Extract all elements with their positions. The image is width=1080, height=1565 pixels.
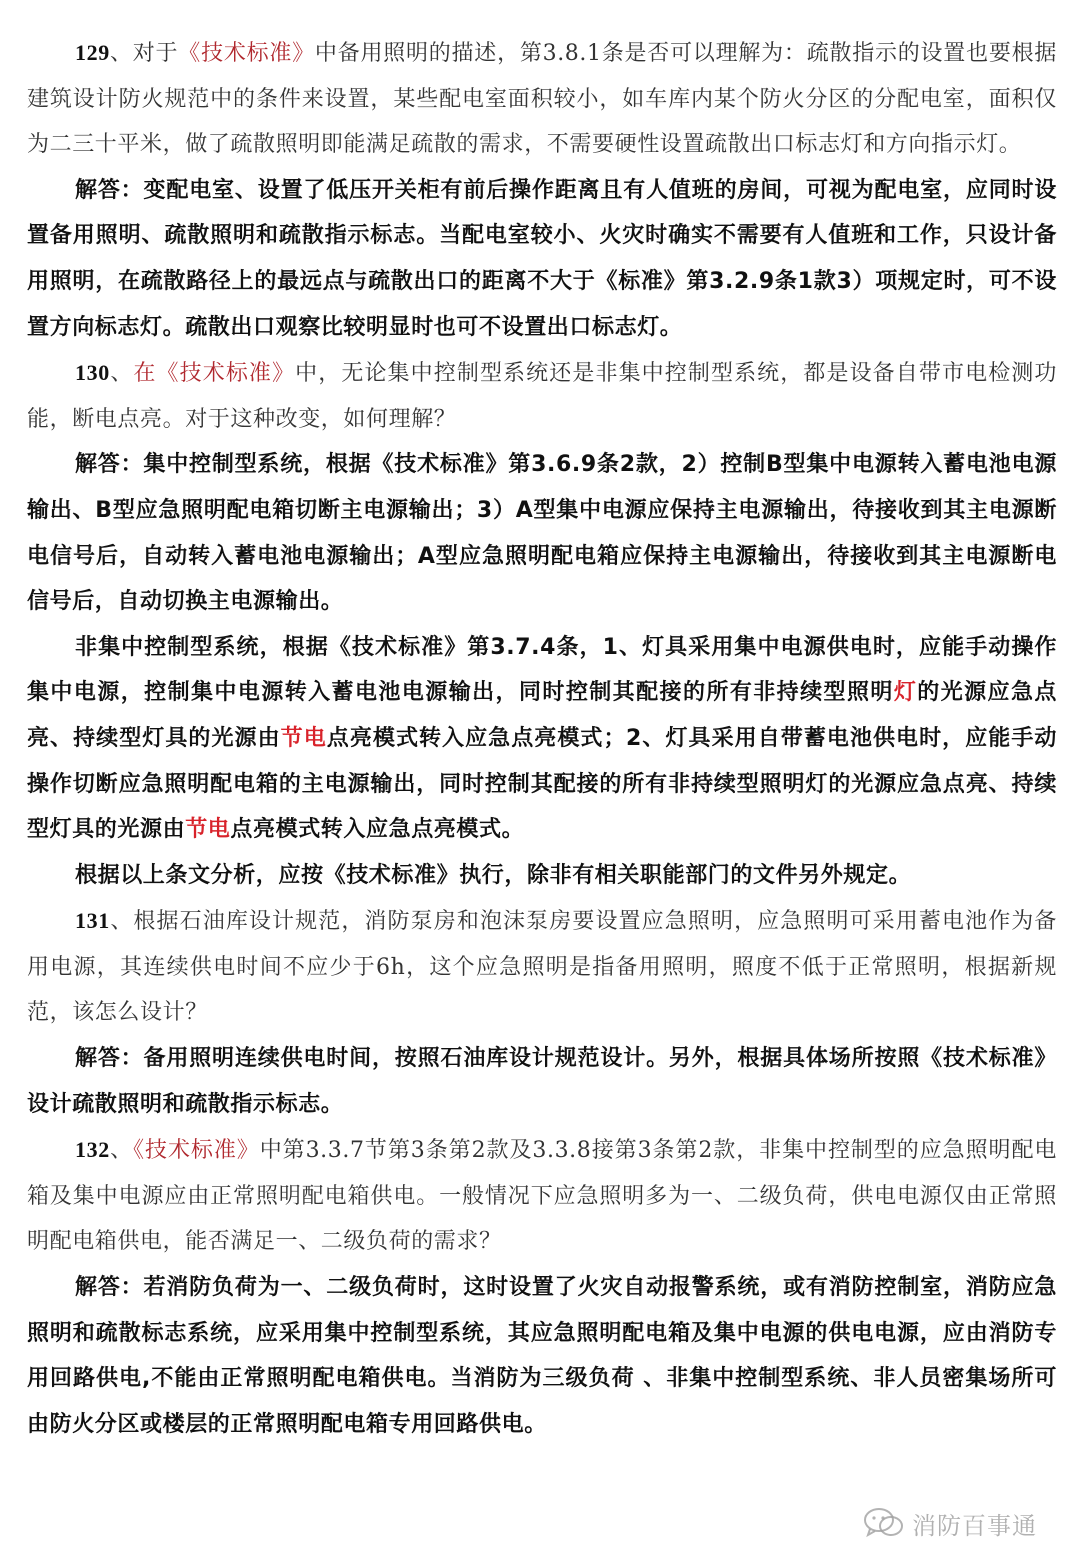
answer-130-non-centralized: 非集中控制型系统，根据《技术标准》第3.7.4条，1、灯具采用集中电源供电时，应能手动操作集中电源，控制集中电源转入蓄电池电源输出，同时控制其配接的所有非持续型照明灯的光源应急点亮、持续型灯具的光源由节电点亮模式转入应急点亮模式；2、灯具采用自带蓄电池供电时，应能手动操作切断应急照明配电箱的主电源输出，同时控制其配接的所有非持续型照明灯的光源应急点亮、持续型灯具的光源由节电点亮模式转入应急点亮模式。 xyxy=(27,634,1058,843)
question-number: 129 xyxy=(75,40,110,65)
watermark-text: 消防百事通 xyxy=(912,1511,1037,1540)
answer-130-centralized: 解答：集中控制型系统，根据《技术标准》第3.6.9条2款，2）控制B型集中电源转入蓄电池电源输出、B型应急照明配电箱切断主电源输出；3）A型集中电源应保持主电源输出，待接收到其主电源断电信号后，自动转入蓄电池电源输出；A型应急照明配电箱应保持主电源输出，待接收到其主电源断电信号后，自动切换主电源输出。 xyxy=(27,452,1057,615)
highlight-standard: 《技术标准》 xyxy=(133,1138,260,1164)
highlight-power-saving: 节电 xyxy=(280,725,327,751)
question-number: 130 xyxy=(75,360,110,386)
answer-131: 解答：备用照明连续供电时间，按照石油库设计规范设计。另外，根据具体场所按照《技术标准》设计疏散照明和疏散指示标志。 xyxy=(27,1046,1057,1117)
highlight-power-saving: 节电 xyxy=(185,817,231,843)
highlight-standard: 《技术标准》 xyxy=(178,41,315,66)
answer-130-conclusion: 根据以上条文分析，应按《技术标准》执行，除非有相关职能部门的文件另外规定。 xyxy=(75,862,912,888)
highlight-standard: 在《技术标准》 xyxy=(133,361,296,387)
question-number: 131 xyxy=(75,908,110,934)
highlight-lamp: 灯 xyxy=(893,680,918,706)
question-130: 130、在《技术标准》中，无论集中控制型系统还是非集中控制型系统，都是设备自带市电检测功能，断电点亮。对于这种改变，如何理解？ xyxy=(27,360,1057,432)
document-page xyxy=(27,30,1057,1447)
question-number: 132 xyxy=(75,1137,110,1163)
question-129: 129、对于《技术标准》中备用照明的描述，第3.8.1条是否可以理解为：疏散指示的设置也要根据建筑设计防火规范中的条件来设置，某些配电室面积较小，如车库内某个防火分区的分配电室，面积仅为二三十平米，做了疏散照明即能满足疏散的需求，不需要硬性设置疏散出口标志灯和方向指示灯。 xyxy=(27,40,1057,158)
watermark xyxy=(862,1503,1037,1543)
answer-129: 解答：变配电室、设置了低压开关柜有前后操作距离且有人值班的房间，可视为配电室，应同时设置备用照明、疏散照明和疏散指示标志。当配电室较小、火灾时确实不需要有人值班和工作，只设计备用照明，在疏散路径上的最远点与疏散出口的距离不大于《标准》第3.2.9条1款3）项规定时，可不设置方向标志灯。疏散出口观察比较明显时也可不设置出口标志灯。 xyxy=(27,177,1057,340)
question-131: 131、根据石油库设计规范，消防泵房和泡沫泵房要设置应急照明，应急照明可采用蓄电池作为备用电源，其连续供电时间不应少于6h，这个应急照明是指备用照明，照度不低于正常照明，根据新规范，该怎么设计？ xyxy=(27,908,1057,1026)
wechat-icon xyxy=(862,1506,906,1540)
answer-132: 解答：若消防负荷为一、二级负荷时，这时设置了火灾自动报警系统，或有消防控制室，消防应急照明和疏散标志系统，应采用集中控制型系统，其应急照明配电箱及集中电源的供电电源，应由消防专用回路供电,不能由正常照明配电箱供电。当消防为三级负荷 、非集中控制型系统、非人员密集场所可由防火分区或楼层的正常照明配电箱专用回路供电。 xyxy=(27,1275,1057,1437)
question-132: 132、《技术标准》中第3.3.7节第3条第2款及3.3.8接第3条第2款，非集中控制型的应急照明配电箱及集中电源应由正常照明配电箱供电。一般情况下应急照明多为一、二级负荷，供电电源仅由正常照明配电箱供电，能否满足一、二级负荷的需求？ xyxy=(27,1137,1058,1255)
